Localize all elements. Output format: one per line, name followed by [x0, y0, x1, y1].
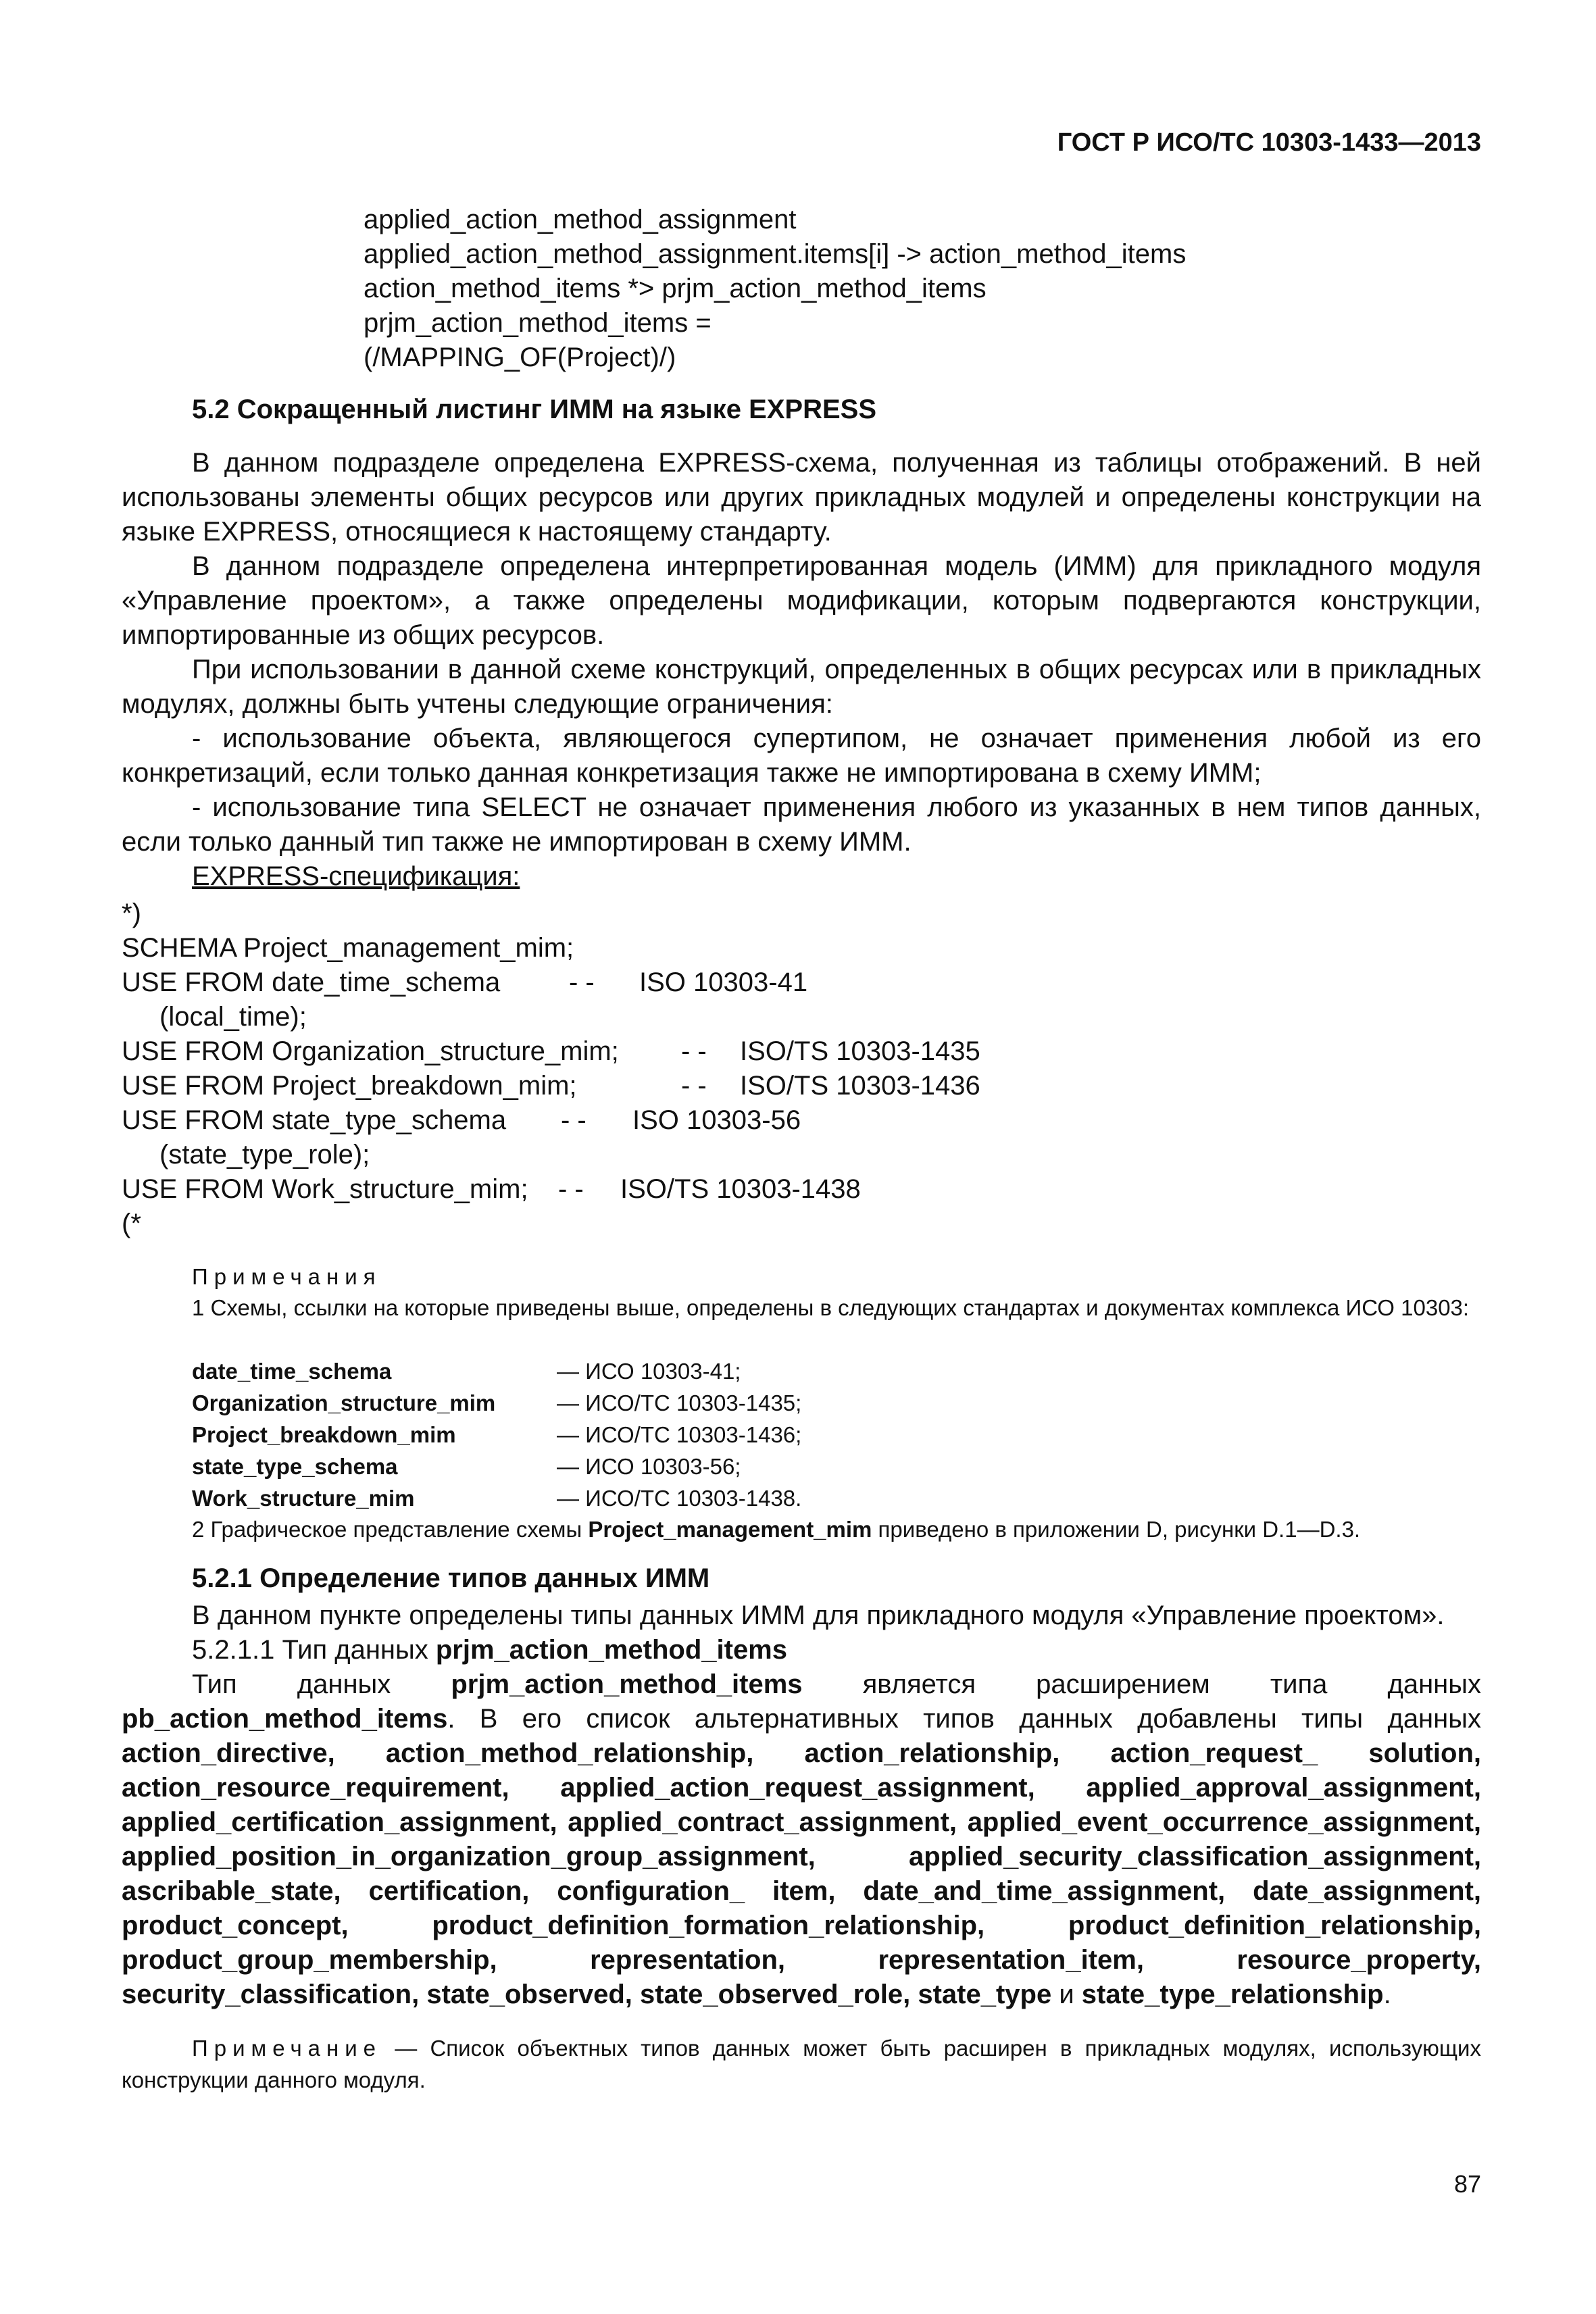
paragraph: В данном подразделе определена интерпретированная модель (ИММ) для прикладного модуля «Управление проектом», а также определены модификации, которым подвергаются конструкции, импортированные из общих ресурсов.	[122, 551, 1481, 650]
table-row	[192, 1387, 801, 1419]
notes-label: Примечания	[192, 1264, 382, 1289]
code-ref: ISO 10303-56	[632, 1105, 801, 1135]
subsection-heading	[122, 1633, 1481, 1667]
mapping-block	[364, 203, 1186, 375]
paragraph: - использование объекта, являющегося супертипом, не означает применения любой из его конкретизаций, если только данная конкретизация также не импортирована в схему ИММ;	[122, 724, 1481, 788]
table-row	[192, 1355, 801, 1387]
code-dash: - -	[561, 1105, 587, 1135]
mapping-line: prjm_action_method_items =	[364, 308, 712, 338]
text: . В его список альтернативных типов данных добавлены типы данных	[447, 1704, 1481, 1734]
note-label: Примечание	[192, 2036, 382, 2061]
code-dash: - -	[569, 967, 595, 997]
code-schema: SCHEMA Project_management_mim;	[122, 933, 574, 963]
paragraph: - использование типа SELECT не означает применения любого из указанных в нем типов данных, если только данный тип также не импортирован в схему ИММ.	[122, 793, 1481, 857]
schema-name: state_type_schema	[192, 1454, 398, 1479]
code-close: (*	[122, 1209, 141, 1238]
note-2-schema: Project_management_mim	[588, 1517, 872, 1542]
table-row	[192, 1451, 801, 1482]
schema-reference-table	[192, 1355, 801, 1514]
type-list: action_directive, action_method_relationship, action_relationship, action_request_ solution, action_resource_requirement, applied_action_request_assignment, applied_approval_assignment, applied_certification_assignment, applied_contract_assignment, applied_event_occurrence_assignment, applied_position_in_organization_group_assignment, applied_security_classification_assignment, ascribable_state, certification, configuration_ item, date_and_time_assignment, date_assignment, product_concept, product_definition_formation_relationship, product_definition_relationship, product_group_membership, representation, representation_item, resource_property, security_classification, state_observed, state_observed_role, state_type	[122, 1738, 1481, 2009]
subsection-prefix: 5.2.1.1 Тип данных	[192, 1635, 436, 1665]
schema-ref: — ИСО/ТС 10303-1436;	[557, 1422, 802, 1447]
code-ref: ISO/TS 10303-1435	[740, 1036, 980, 1066]
type-name: state_type_relationship	[1081, 1980, 1384, 2009]
schema-ref: — ИСО 10303-41;	[557, 1359, 741, 1384]
code-open: *)	[122, 899, 141, 928]
note-1: 1 Схемы, ссылки на которые приведены выше, определены в следующих стандартах и документах комплекса ИСО 10303:	[192, 1295, 1470, 1320]
note-2-text: приведено в приложении D, рисунки D.1—D.3.	[872, 1517, 1361, 1542]
table-row	[192, 1482, 801, 1514]
spec-label-line	[122, 859, 1481, 894]
schema-ref: — ИСО/ТС 10303-1438.	[557, 1486, 802, 1511]
type-name: pb_action_method_items	[122, 1704, 448, 1734]
code-ref: ISO/TS 10303-1436	[740, 1071, 980, 1101]
code-use-3: USE FROM Project_breakdown_mim;	[122, 1071, 577, 1101]
note-2-text: 2 Графическое представление схемы	[192, 1517, 589, 1542]
mapping-line: (/MAPPING_OF(Project)/)	[364, 343, 676, 372]
note-text: — Список объектных типов данных может быть расширен в прикладных модулях, использующих конструкции данного модуля.	[122, 2036, 1481, 2092]
code-dash: - -	[558, 1174, 584, 1204]
schema-ref: — ИСО 10303-56;	[557, 1454, 741, 1479]
schema-name: Work_structure_mim	[192, 1486, 415, 1511]
subsection-type-name: prjm_action_method_items	[435, 1635, 787, 1665]
type-description	[122, 1667, 1481, 2012]
mapping-line: applied_action_method_assignment.items[i] -> action_method_items	[364, 239, 1187, 269]
code-ref: ISO/TS 10303-1438	[620, 1174, 861, 1204]
code-dash: - -	[681, 1036, 707, 1066]
code-arg: (state_type_role);	[159, 1140, 370, 1169]
text: Тип данных	[192, 1669, 451, 1699]
type-name: prjm_action_method_items	[451, 1669, 803, 1699]
section-5-2-1-body	[122, 1599, 1481, 2012]
section-5-2-body	[122, 446, 1481, 894]
code-use-2: USE FROM Organization_structure_mim;	[122, 1036, 619, 1066]
paragraph: В данном подразделе определена EXPRESS-схема, полученная из таблицы отображений. В ней использованы элементы общих ресурсов или других прикладных модулей и определены конструкции на языке EXPRESS, относящиеся к настоящему стандарту.	[122, 448, 1481, 547]
text: .	[1383, 1980, 1391, 2009]
mapping-line: applied_action_method_assignment	[364, 205, 797, 234]
schema-name: Project_breakdown_mim	[192, 1422, 456, 1447]
schema-ref: — ИСО/ТС 10303-1435;	[557, 1390, 802, 1415]
mapping-line: action_method_items *> prjm_action_method_items	[364, 274, 987, 303]
page-number: 87	[1453, 2170, 1481, 2198]
table-row	[192, 1419, 801, 1451]
section-heading-5-2: 5.2 Сокращенный листинг ИММ на языке EXPRESS	[192, 395, 877, 424]
code-use-4: USE FROM state_type_schema	[122, 1105, 507, 1135]
document-header: ГОСТ Р ИСО/ТС 10303-1433—2013	[1057, 128, 1481, 157]
paragraph: В данном пункте определены типы данных ИММ для прикладного модуля «Управление проектом».	[192, 1601, 1445, 1630]
paragraph: При использовании в данной схеме конструкций, определенных в общих ресурсах или в прикладных модулях, должны быть учтены следующие ограничения:	[122, 655, 1481, 719]
code-arg: (local_time);	[159, 1002, 307, 1032]
text: является расширением типа данных	[802, 1669, 1481, 1699]
code-use-5: USE FROM Work_structure_mim;	[122, 1174, 528, 1204]
code-ref: ISO 10303-41	[639, 967, 808, 997]
express-spec-label: EXPRESS-спецификация:	[192, 861, 520, 891]
note-2	[192, 1513, 1360, 1545]
code-use-1: USE FROM date_time_schema	[122, 967, 501, 997]
schema-name: date_time_schema	[192, 1359, 392, 1384]
text: и	[1051, 1980, 1082, 2009]
code-dash: - -	[681, 1071, 707, 1101]
final-note	[122, 2032, 1481, 2096]
section-heading-5-2-1: 5.2.1 Определение типов данных ИММ	[192, 1563, 710, 1593]
schema-name: Organization_structure_mim	[192, 1390, 496, 1415]
